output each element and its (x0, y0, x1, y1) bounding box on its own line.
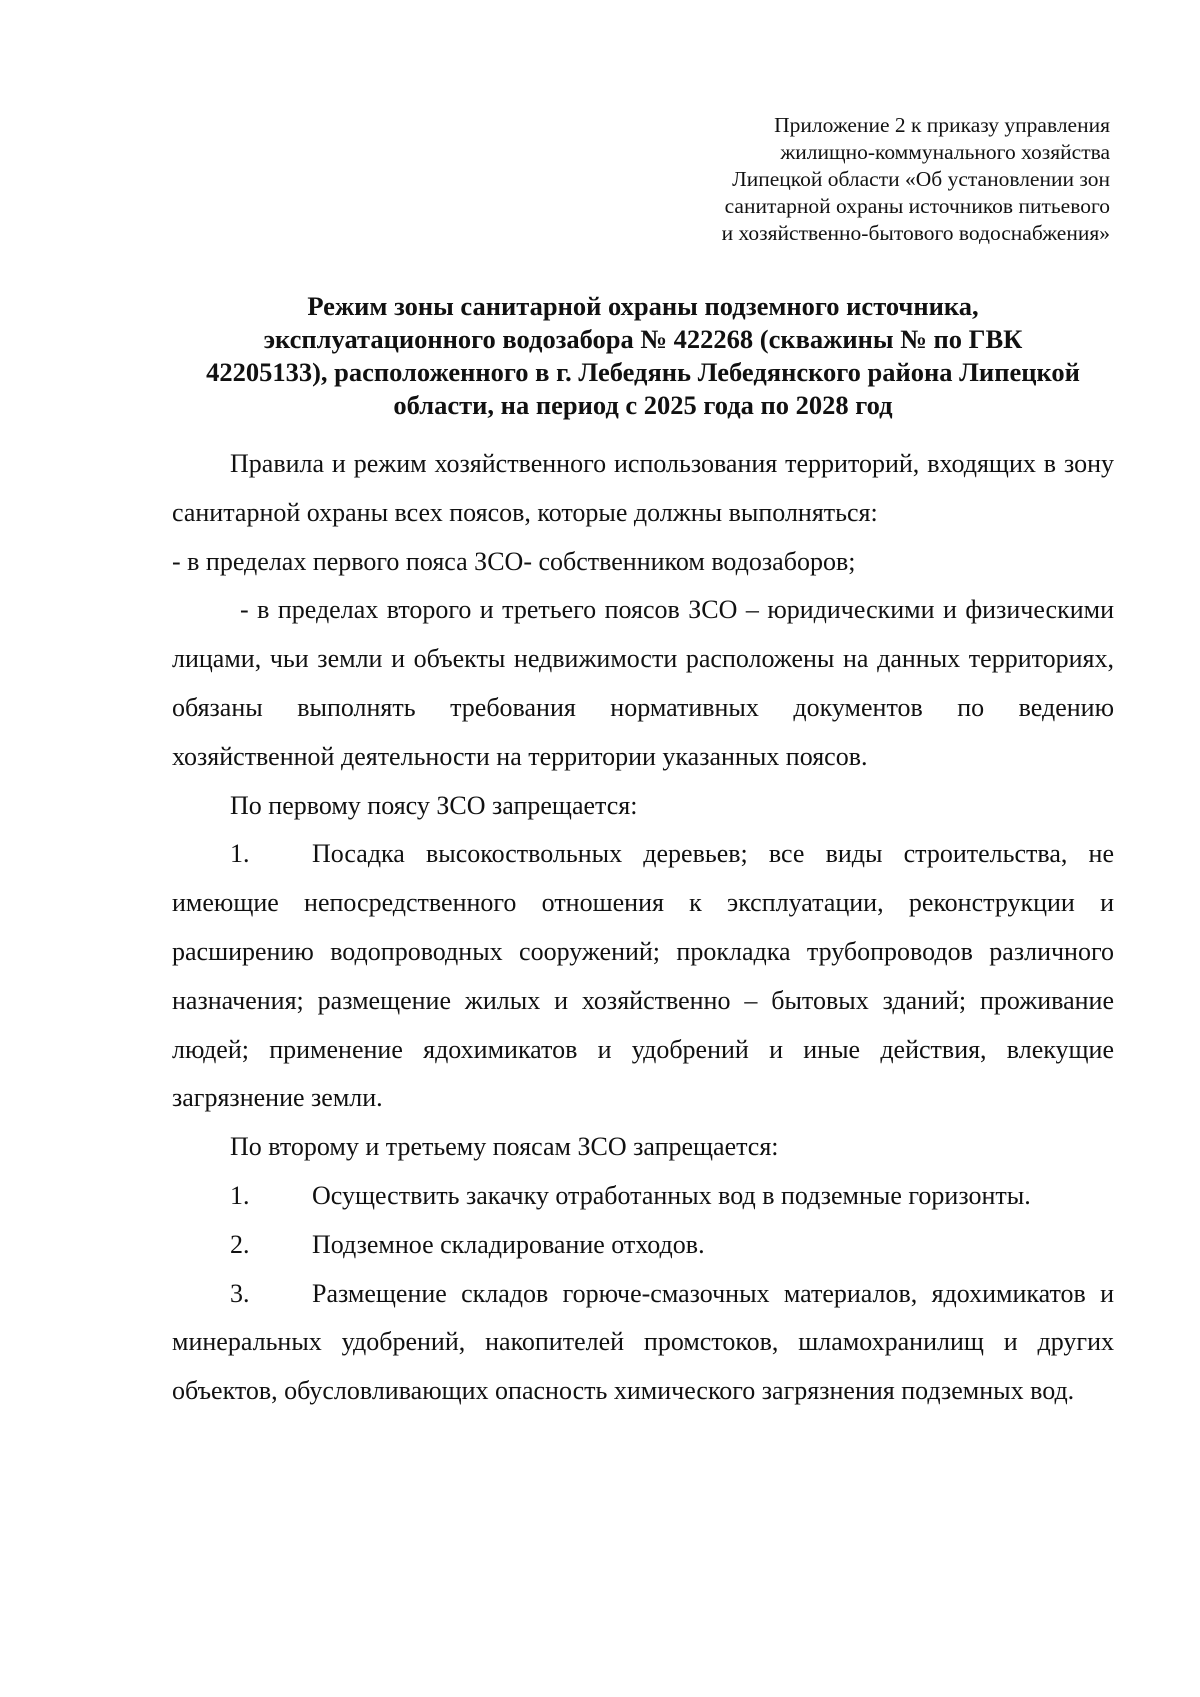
zone23-heading: По второму и третьему поясам ЗСО запрещается: (230, 1132, 779, 1162)
item-text: Посадка высокоствольных деревьев; все виды строительства, не имеющие непосредственного отношения к эксплуатации, реконструкции и расширению водопроводных сооружений; прокладка трубопроводов различного назначения; размещение жилых и хозяйственно – бытовых зданий; проживание людей; применение ядохимикатов и удобрений и иные действия, влекущие загрязнение земли. (172, 839, 1114, 1113)
document-body (172, 440, 1114, 1416)
bullet-second-third-zone: - в пределах второго и третьего поясов ЗСО – юридическими и физическими лицами, чьи земли и объекты недвижимости расположены на данных территориях, обязаны выполнять требования нормативных документов по ведению хозяйственной деятельности на территории указанных поясов. (172, 595, 1114, 771)
intro-paragraph: Правила и режим хозяйственного использования территорий, входящих в зону санитарной охраны всех поясов, которые должны выполняться: (172, 449, 1114, 527)
item-number: 3. (230, 1278, 250, 1308)
title-line: области, на период с 2025 года по 2028 год (393, 390, 893, 420)
item-text: Размещение складов горюче-смазочных материалов, ядохимикатов и минеральных удобрений, накопителей промстоков, шламохранилищ и других объектов, обусловливающих опасность химического загрязнения подземных вод. (172, 1278, 1114, 1406)
item-number: 1. (230, 839, 250, 869)
zone1-item (172, 830, 1114, 1123)
item-text: Подземное складирование отходов. (312, 1229, 705, 1259)
item-number: 1. (230, 1180, 250, 1210)
appendix-line: жилищно-коммунального хозяйства (780, 140, 1110, 164)
zone23-item (172, 1270, 1114, 1416)
item-text: Осуществить закачку отработанных вод в подземные горизонты. (312, 1180, 1031, 1210)
appendix-line: Приложение 2 к приказу управления (774, 113, 1110, 137)
title-line: 42205133), расположенного в г. Лебедянь Лебедянского района Липецкой (206, 357, 1080, 387)
appendix-note (560, 112, 1110, 247)
title-line: Режим зоны санитарной охраны подземного источника, (307, 291, 979, 321)
item-number: 2. (230, 1229, 250, 1259)
document-title (172, 290, 1114, 422)
bullet-first-zone: - в пределах первого пояса ЗСО- собственником водозаборов; (172, 546, 856, 576)
appendix-line: Липецкой области «Об установлении зон (732, 167, 1110, 191)
zone23-item (172, 1221, 1114, 1270)
title-line: эксплуатационного водозабора № 422268 (скважины № по ГВК (263, 324, 1023, 354)
appendix-line: и хозяйственно-бытового водоснабжения» (721, 221, 1110, 245)
appendix-line: санитарной охраны источников питьевого (724, 194, 1110, 218)
zone23-item (172, 1172, 1114, 1221)
zone1-heading: По первому поясу ЗСО запрещается: (230, 790, 638, 820)
